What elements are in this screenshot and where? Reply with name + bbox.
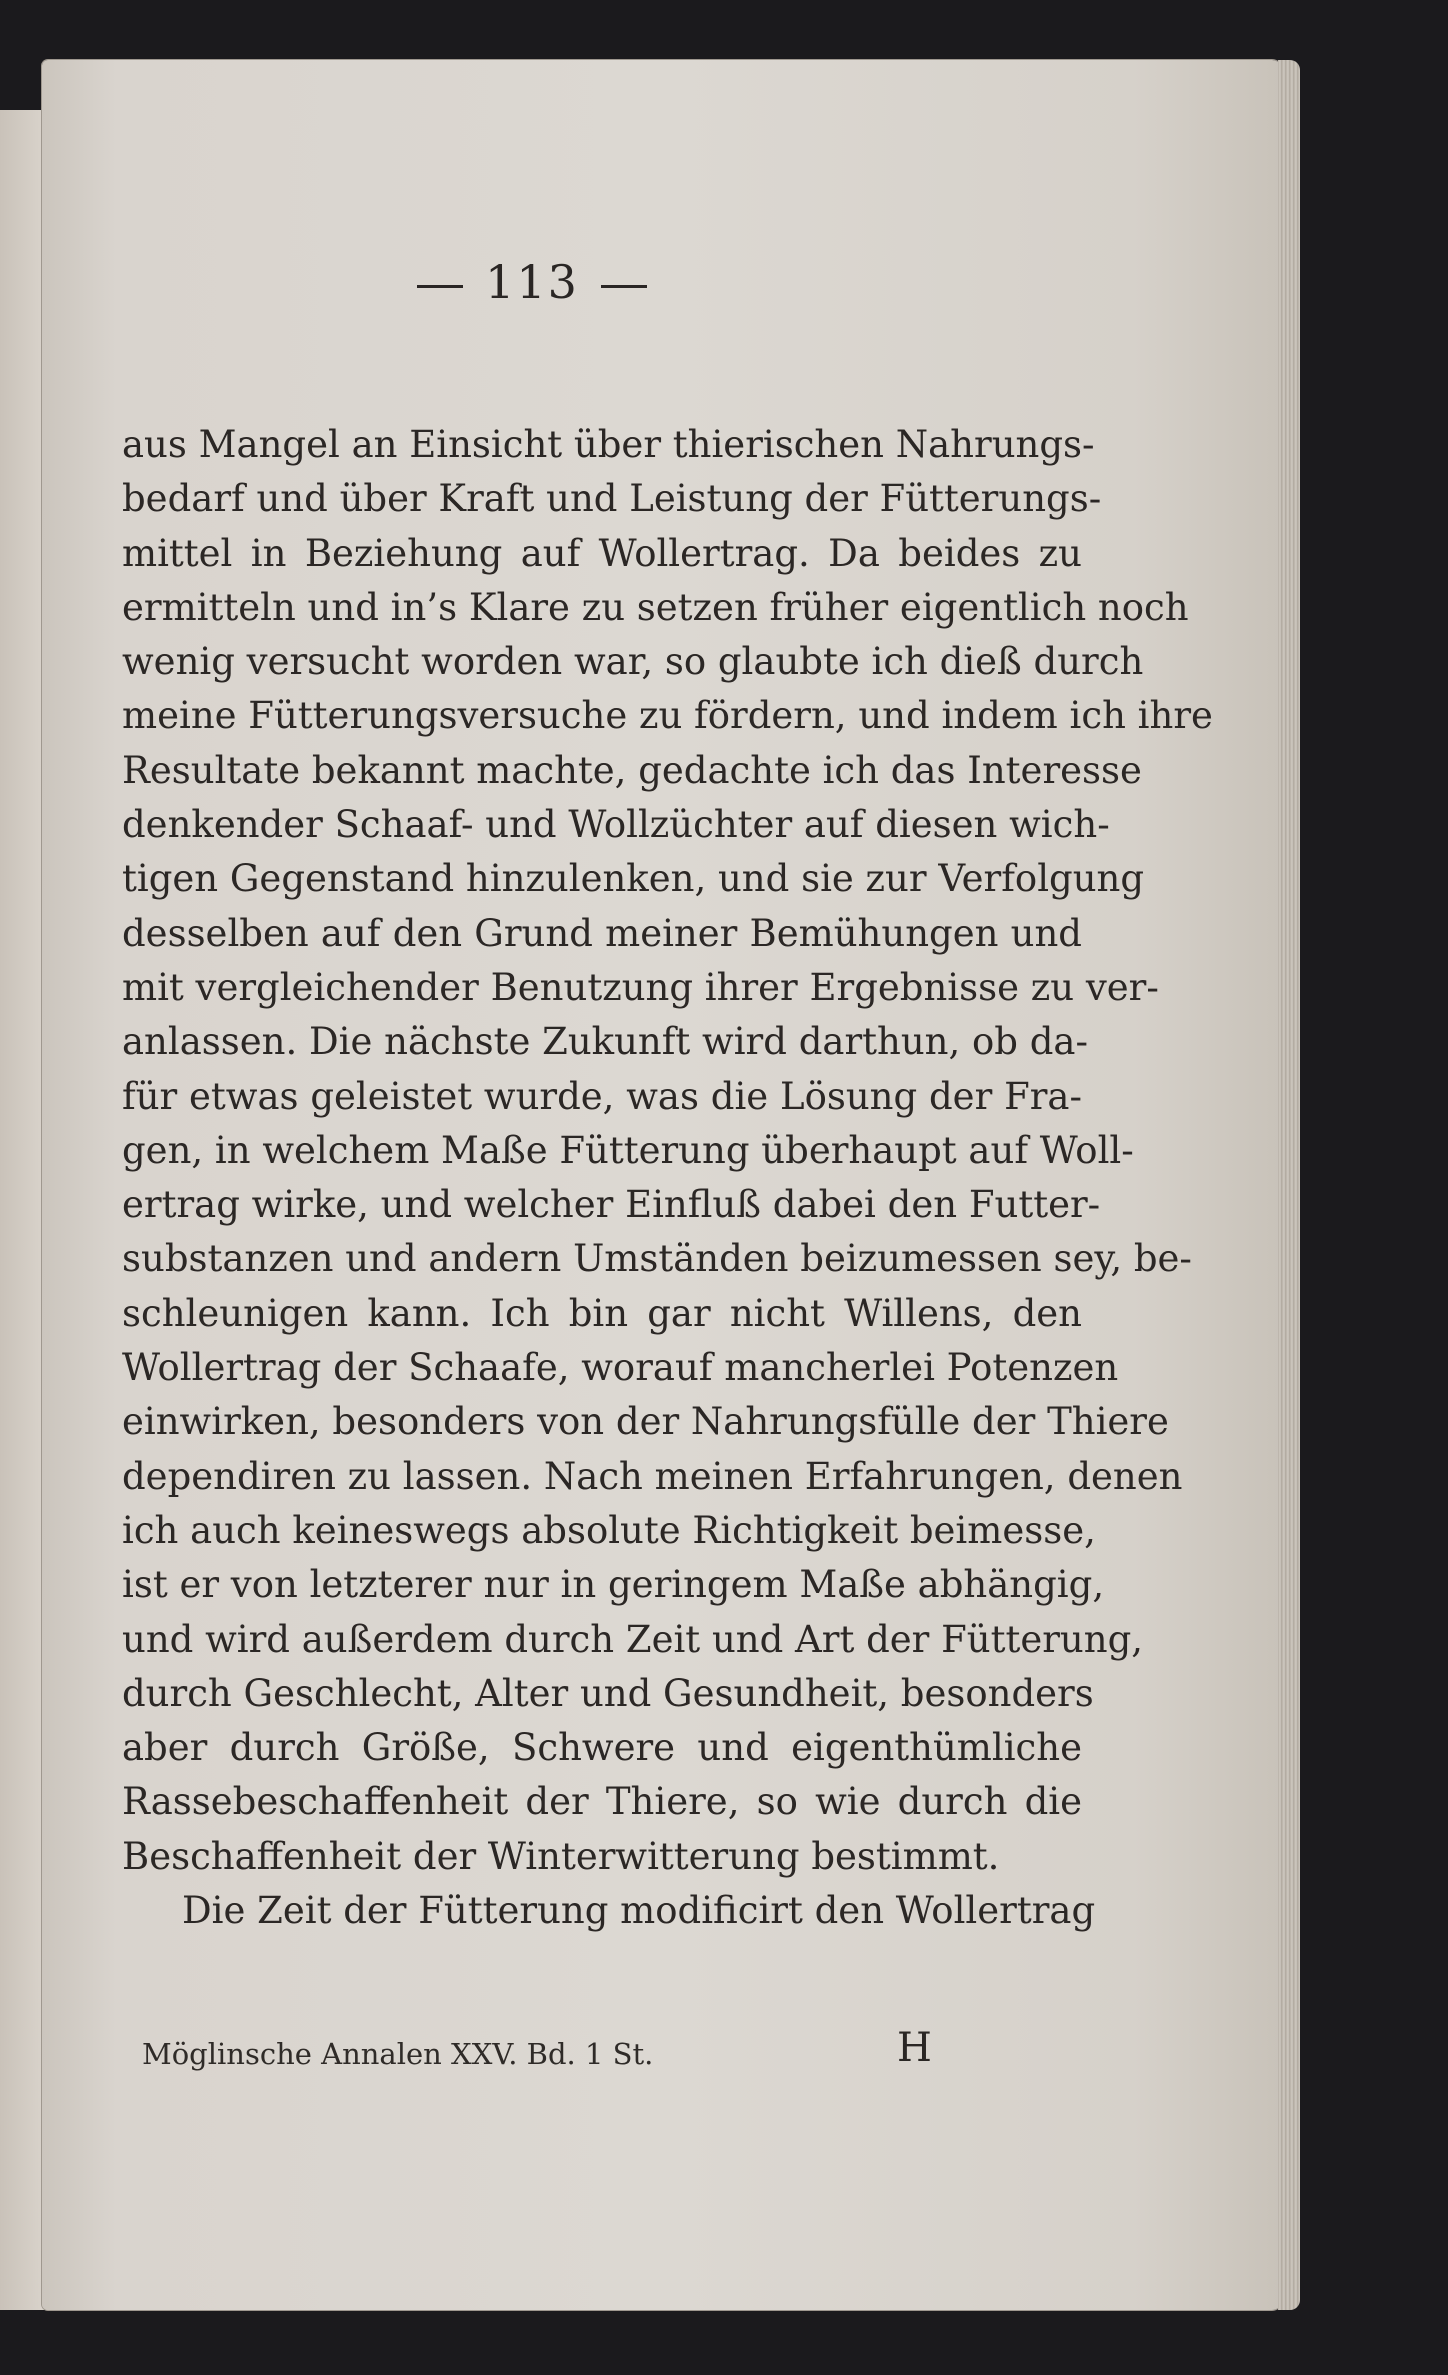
text-line: ich auch keineswegs absolute Richtigkeit beimesse, [122, 1508, 1096, 1552]
text-line: bedarf und über Kraft und Leistung der Fütterungs- [122, 477, 1102, 521]
text-line: substanzen und andern Umständen beizumessen sey, be- [122, 1237, 1192, 1281]
text-line: für etwas geleistet wurde, was die Lösung der Fra- [122, 1074, 1082, 1118]
signature-mark: H [897, 2025, 932, 2071]
paragraph-end-line: Beschaffenheit der Winterwitterung bestimmt. [122, 1834, 1000, 1878]
text-line: aber durch Größe, Schwere und eigenthümliche [122, 1726, 1082, 1770]
text-line: desselben auf den Grund meiner Bemühungen und [122, 911, 1082, 955]
text-line: anlassen. Die nächste Zukunft wird darthun, ob da- [122, 1020, 1088, 1064]
page-stack-edge [1278, 60, 1300, 2310]
book-page [42, 60, 1282, 2310]
text-line: schleunigen kann. Ich bin gar nicht Willens, den [122, 1291, 1082, 1335]
text-line: und wird außerdem durch Zeit und Art der Fütterung, [122, 1617, 1144, 1661]
text-line: Resultate bekannt machte, gedachte ich das Interesse [122, 748, 1142, 792]
text-line: einwirken, besonders von der Nahrungsfülle der Thiere [122, 1400, 1169, 1444]
text-line: dependiren zu lassen. Nach meinen Erfahrungen, denen [122, 1454, 1183, 1498]
text-line: durch Geschlecht, Alter und Gesundheit, besonders [122, 1671, 1094, 1715]
text-line: gen, in welchem Maße Fütterung überhaupt auf Woll- [122, 1128, 1134, 1172]
text-line: mittel in Beziehung auf Wollertrag. Da beides zu [122, 531, 1082, 575]
text-line: meine Fütterungsversuche zu fördern, und indem ich ihre [122, 694, 1213, 738]
text-line: Wollertrag der Schaafe, worauf mancherlei Potenzen [122, 1346, 1119, 1390]
page-number: 113 [42, 255, 1282, 309]
body-text [122, 418, 1213, 1938]
text-line: tigen Gegenstand hinzulenken, und sie zur Verfolgung [122, 857, 1145, 901]
text-line: mit vergleichender Benutzung ihrer Ergebnisse zu ver- [122, 965, 1159, 1009]
paragraph-start-line: Die Zeit der Fütterung modificirt den Wollertrag [182, 1889, 1096, 1933]
text-line: denkender Schaaf- und Wollzüchter auf diesen wich- [122, 803, 1110, 847]
text-line: aus Mangel an Einsicht über thierischen Nahrungs- [122, 423, 1095, 466]
text-line: Rassebeschaffenheit der Thiere, so wie durch die [122, 1780, 1082, 1824]
journal-footer: Möglinsche Annalen XXV. Bd. 1 St. [142, 2037, 654, 2071]
text-line: ertrag wirke, und welcher Einfluß dabei den Futter- [122, 1183, 1101, 1227]
text-line: wenig versucht worden war, so glaubte ich dieß durch [122, 640, 1144, 684]
text-line: ist er von letzterer nur in geringem Maße abhängig, [122, 1563, 1105, 1607]
text-line: ermitteln und in’s Klare zu setzen früher eigentlich noch [122, 585, 1189, 629]
